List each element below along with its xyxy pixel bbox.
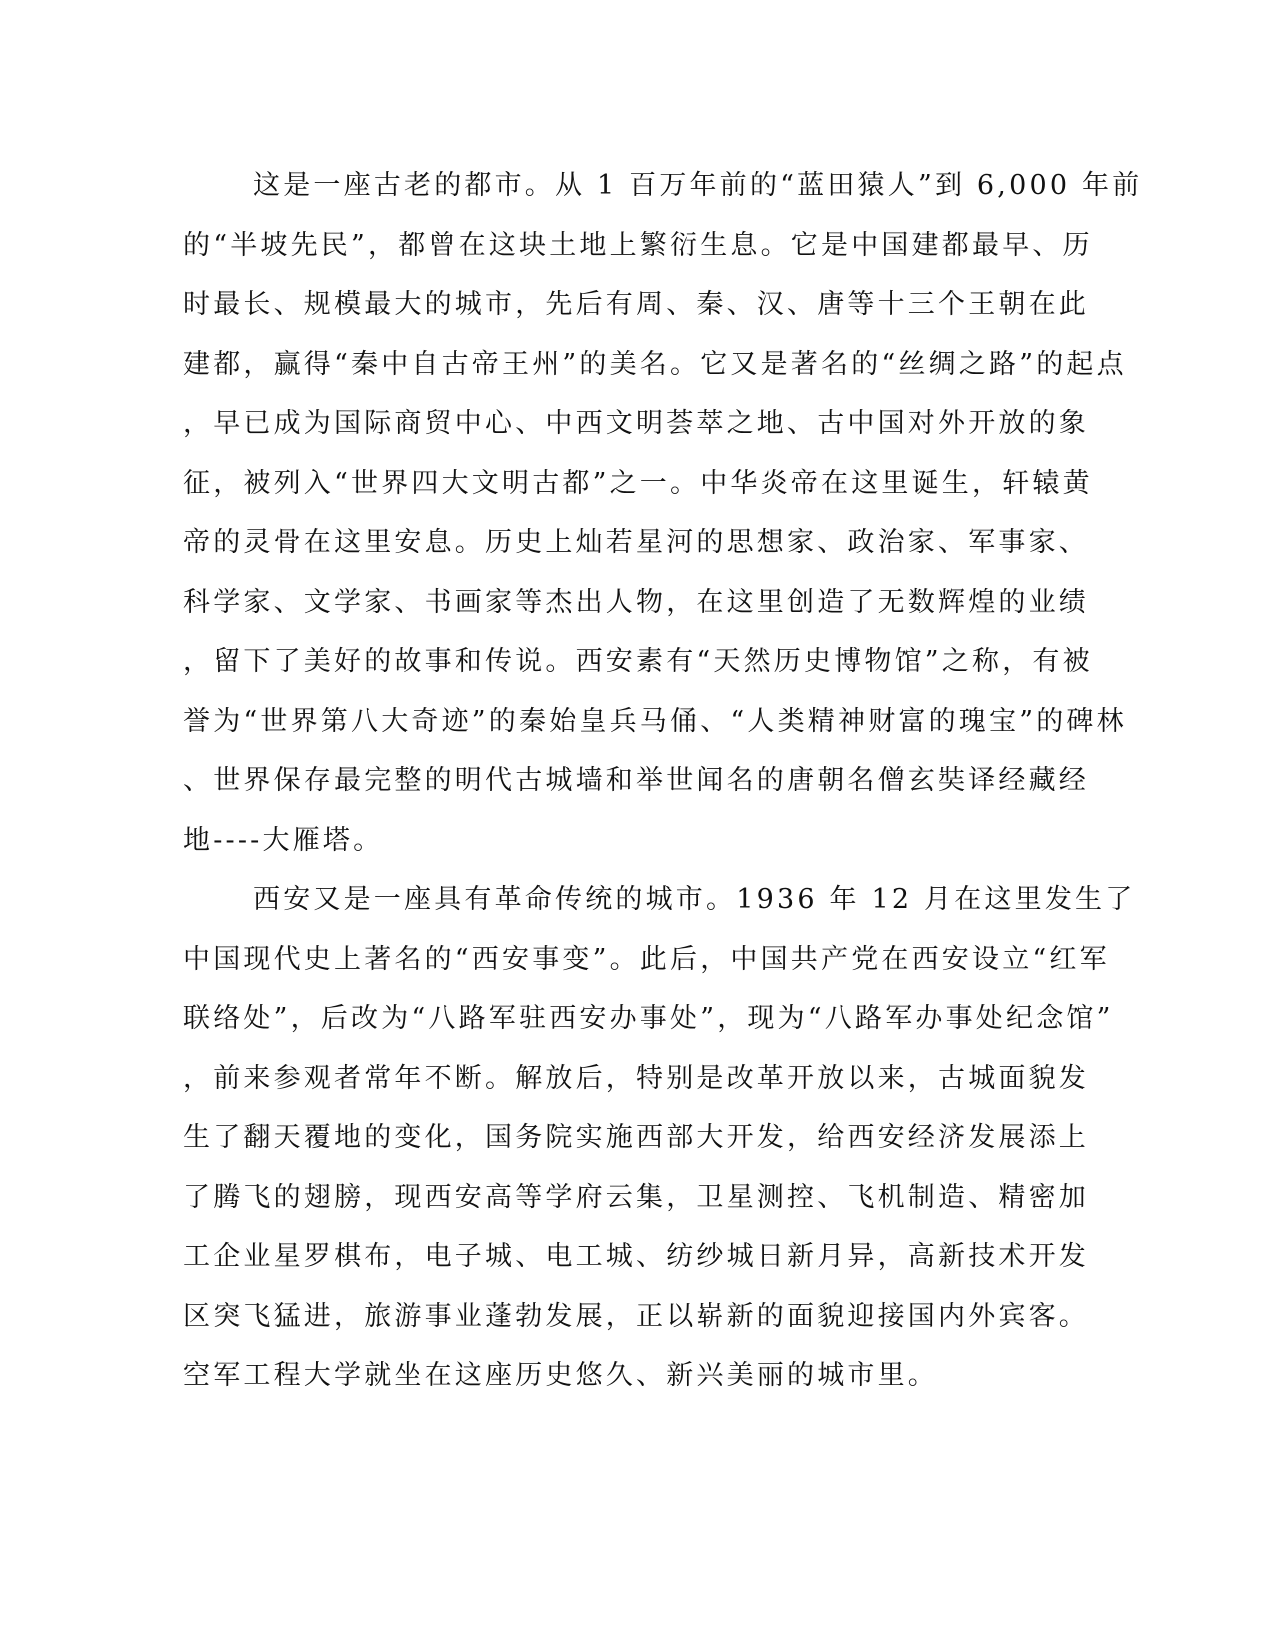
paragraph-line: 空军工程大学就坐在这座历史悠久、新兴美丽的城市里。	[183, 1360, 938, 1391]
document-body	[183, 156, 1143, 1406]
paragraph-line: 区突飞猛进，旅游事业蓬勃发展，正以崭新的面貌迎接国内外宾客。	[183, 1300, 1089, 1332]
paragraph-line: 时最长、规模最大的城市，先后有周、秦、汉、唐等十三个王朝在此	[183, 289, 1089, 320]
paragraph-line: 帝的灵骨在这里安息。历史上灿若星河的思想家、政治家、军事家、	[183, 527, 1089, 558]
paragraph-line: ，早已成为国际商贸中心、中西文明荟萃之地、古中国对外开放的象	[183, 408, 1089, 439]
paragraph-line: ，前来参观者常年不断。解放后，特别是改革开放以来，古城面貌发	[183, 1062, 1089, 1094]
paragraph-line: 的“半坡先民”，都曾在这块土地上繁衍生息。它是中国建都最早、历	[183, 229, 1093, 261]
paragraph-line: 誉为“世界第八大奇迹”的秦始皇兵马俑、“人类精神财富的瑰宝”的碑林	[183, 705, 1127, 737]
paragraph-line: 西安又是一座具有革命传统的城市。1936 年 12 月在这里发生了	[253, 884, 1136, 915]
paragraph-line: 生了翻天覆地的变化，国务院实施西部大开发，给西安经济发展添上	[183, 1122, 1089, 1153]
paragraph-line: ，留下了美好的故事和传说。西安素有“天然历史博物馆”之称，有被	[183, 646, 1093, 677]
paragraph-line: 联络处”，后改为“八路军驻西安办事处”，现为“八路军办事处纪念馆”	[183, 1003, 1114, 1034]
paragraph-line: 建都，赢得“秦中自古帝王州”的美名。它又是著名的“丝绸之路”的起点	[183, 348, 1127, 380]
paragraph-line: 工企业星罗棋布，电子城、电工城、纺纱城日新月异，高新技术开发	[183, 1241, 1089, 1272]
paragraph-line: 科学家、文学家、书画家等杰出人物，在这里创造了无数辉煌的业绩	[183, 586, 1089, 618]
paragraph-line: 地----大雁塔。	[183, 824, 384, 856]
paragraph-line: 征，被列入“世界四大文明古都”之一。中华炎帝在这里诞生，轩辕黄	[183, 467, 1093, 499]
paragraph-line: 了腾飞的翅膀，现西安高等学府云集，卫星测控、飞机制造、精密加	[183, 1181, 1089, 1213]
paragraph-line: 、世界保存最完整的明代古城墙和举世闻名的唐朝名僧玄奘译经藏经	[183, 765, 1089, 796]
paragraph-line: 中国现代史上著名的“西安事变”。此后，中国共产党在西安设立“红军	[183, 943, 1110, 975]
paragraph-line: 这是一座古老的都市。从 1 百万年前的“蓝田猿人”到 6,000 年前	[253, 170, 1143, 201]
paragraph-2	[183, 870, 1136, 1406]
paragraph-1	[183, 156, 1143, 870]
